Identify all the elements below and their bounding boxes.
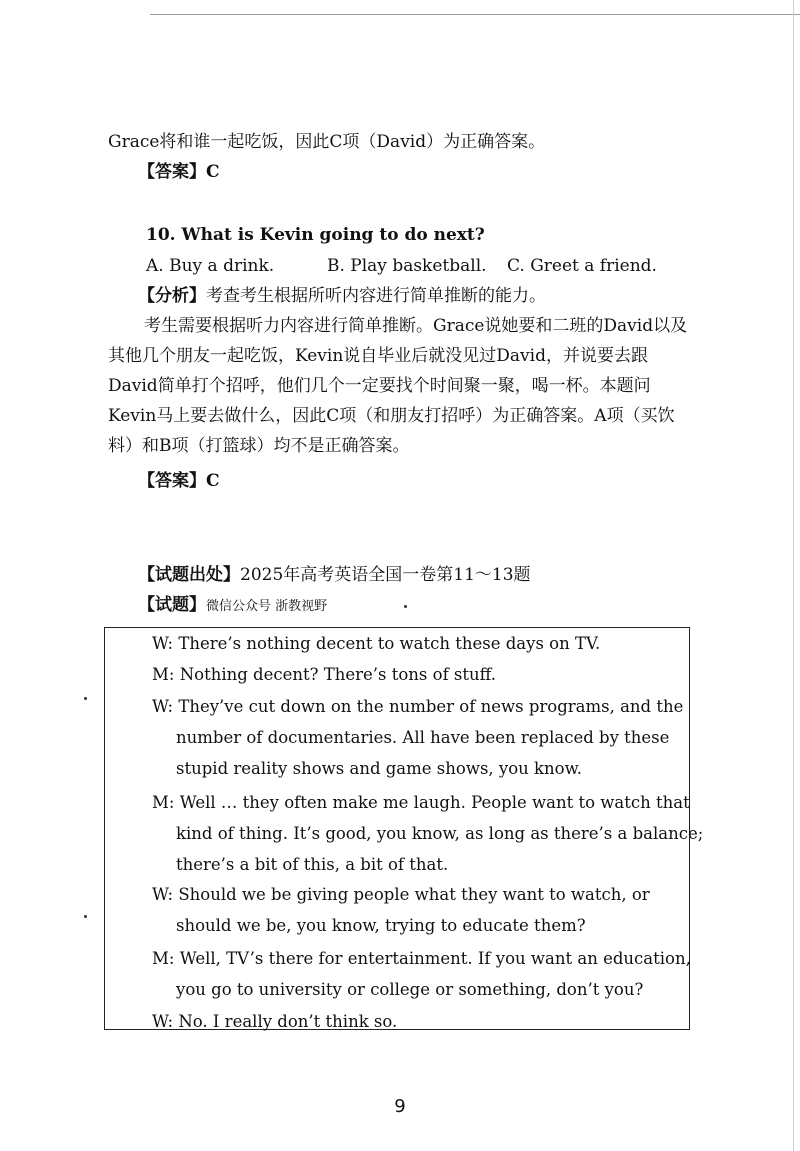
speaker: M: xyxy=(152,665,175,684)
dialogue-line-4 xyxy=(152,787,708,880)
speck xyxy=(84,697,87,700)
utterance: Well, TV’s there for entertainment. If you want an education, you go to university or college or something, don’t you? xyxy=(176,949,691,999)
speck xyxy=(404,605,407,608)
q10-analysis xyxy=(138,285,546,307)
source-line xyxy=(138,564,531,586)
q10-answer: 【答案】C xyxy=(138,471,220,491)
dialogue-line-1 xyxy=(152,628,708,659)
source-label: 【试题出处】 xyxy=(138,565,240,585)
q9-explanation-end: Grace将和谁一起吃饭，因此C项（David）为正确答案。 xyxy=(108,132,546,152)
dialogue-line-6 xyxy=(152,943,708,1005)
speaker: W: xyxy=(152,697,174,716)
utterance: Should we be giving people what they want to watch, or should we be, you know, trying to educate them? xyxy=(176,885,650,935)
dialogue-line-3 xyxy=(152,691,708,784)
analysis-label: 【分析】 xyxy=(138,286,206,306)
speaker: M: xyxy=(152,793,175,812)
dialogue-line-5 xyxy=(152,879,708,941)
scan-edge-top xyxy=(150,14,800,15)
speaker: W: xyxy=(152,885,174,904)
utterance: There’s nothing decent to watch these days on TV. xyxy=(178,634,601,653)
page-number: 9 xyxy=(394,1096,406,1117)
q10-option-a: A. Buy a drink. xyxy=(146,256,275,276)
utterance: No. I really don’t think so. xyxy=(178,1012,398,1031)
source-text: 2025年高考英语全国一卷第11～13题 xyxy=(240,565,531,585)
speaker: W: xyxy=(152,634,174,653)
speaker: M: xyxy=(152,949,175,968)
q10-explanation: 考生需要根据听力内容进行简单推断。Grace说她要和二班的David以及其他几个朋友一起吃饭，Kevin说自毕业后就没见过David，并说要去跟David简单打个招呼，他们几个一定要找个时间聚一聚，喝一杯。本题问Kevin马上要去做什么，因此C项（和朋友打招呼）为正确答案。A项（买饮料）和B项（打篮球）均不是正确答案。 xyxy=(108,316,688,456)
q10-question: 10. What is Kevin going to do next? xyxy=(146,225,485,245)
dialogue-line-2 xyxy=(152,659,708,690)
item-line xyxy=(138,594,327,618)
q10-option-c: C. Greet a friend. xyxy=(507,256,657,276)
utterance: Well … they often make me laugh. People want to watch that kind of thing. It’s good, you know, as long as there’s a balance; there’s a bit of this, a bit of that. xyxy=(176,793,704,874)
q9-answer: 【答案】C xyxy=(138,162,220,182)
scan-edge-right xyxy=(793,0,794,1151)
utterance: They’ve cut down on the number of news programs, and the number of documentaries. All have been replaced by these stupid reality shows and game shows, you know. xyxy=(176,697,684,778)
speck xyxy=(84,915,87,918)
utterance: Nothing decent? There’s tons of stuff. xyxy=(179,665,497,684)
q10-option-b: B. Play basketball. xyxy=(327,256,487,276)
speaker: W: xyxy=(152,1012,174,1031)
dialogue-line-7 xyxy=(152,1006,708,1037)
item-label: 【试题】 xyxy=(138,595,206,615)
watermark-text: 微信公众号 浙教视野 xyxy=(206,599,328,614)
analysis-text: 考查考生根据所听内容进行简单推断的能力。 xyxy=(206,286,546,306)
